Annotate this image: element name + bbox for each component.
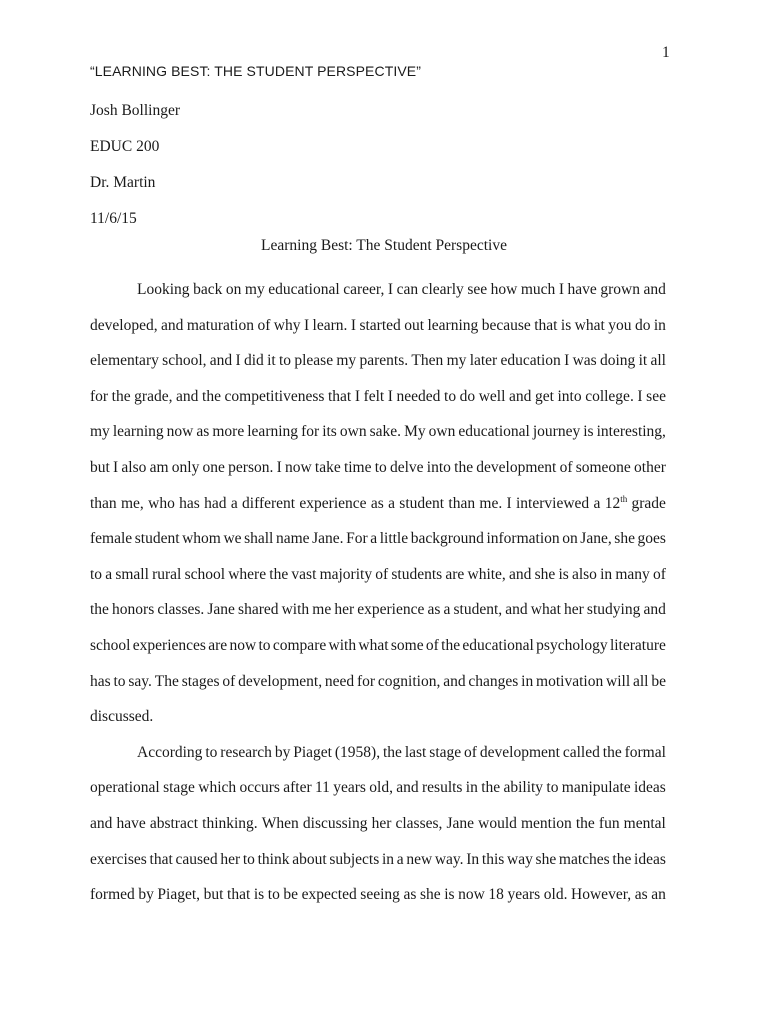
running-head: “LEARNING BEST: THE STUDENT PERSPECTIVE” bbox=[90, 63, 421, 79]
text-line: Looking back on my educational career, I can clearly see how much I have grown and bbox=[137, 281, 666, 298]
text-line: discussed. bbox=[90, 708, 154, 726]
document-title: Learning Best: The Student Perspective bbox=[261, 237, 507, 254]
author-name: Josh Bollinger bbox=[90, 102, 180, 119]
course-name: EDUC 200 bbox=[90, 138, 160, 155]
instructor-name: Dr. Martin bbox=[90, 174, 156, 191]
text-line: the honors classes. Jane shared with me her experience as a student, and what her studying and bbox=[90, 601, 666, 619]
paragraph bbox=[90, 735, 666, 913]
text-line: has to say. The stages of development, need for cognition, and changes in motivation will all be bbox=[90, 672, 666, 690]
header-block bbox=[90, 93, 180, 237]
text-line: for the grade, and the competitiveness that I felt I needed to do well and get into college. I see bbox=[90, 387, 666, 405]
text-line: female student whom we shall name Jane. For a little background information on Jane, she goes bbox=[90, 530, 666, 548]
text-line: than me, who has had a different experience as a student than me. I interviewed a 12th grade bbox=[90, 493, 666, 512]
page-number: 1 bbox=[662, 44, 670, 61]
submission-date: 11/6/15 bbox=[90, 210, 137, 227]
superscript: th bbox=[620, 493, 628, 504]
text-line: operational stage which occurs after 11 years old, and results in the ability to manipulate ideas bbox=[90, 779, 666, 797]
text-line: but I also am only one person. I now take time to delve into the development of someone other bbox=[90, 458, 666, 476]
text-line: elementary school, and I did it to please my parents. Then my later education I was doing it all bbox=[90, 352, 666, 370]
text-line: and have abstract thinking. When discussing her classes, Jane would mention the fun mental bbox=[90, 814, 666, 832]
paragraph bbox=[90, 272, 666, 735]
text-line: formed by Piaget, but that is to be expected seeing as she is now 18 years old. However, as an bbox=[90, 886, 666, 904]
text-line: my learning now as more learning for its own sake. My own educational journey is interesting, bbox=[90, 423, 666, 441]
text-line: developed, and maturation of why I learn. I started out learning because that is what you do in bbox=[90, 316, 666, 334]
body-text bbox=[90, 272, 666, 913]
text-line: to a small rural school where the vast majority of students are white, and she is also in many of bbox=[90, 565, 666, 583]
text-line: According to research by Piaget (1958), the last stage of development called the formal bbox=[137, 743, 666, 761]
text-line: school experiences are now to compare with what some of the educational psychology literature bbox=[90, 636, 666, 654]
text-line: exercises that caused her to think about subjects in a new way. In this way she matches the ideas bbox=[90, 850, 666, 868]
